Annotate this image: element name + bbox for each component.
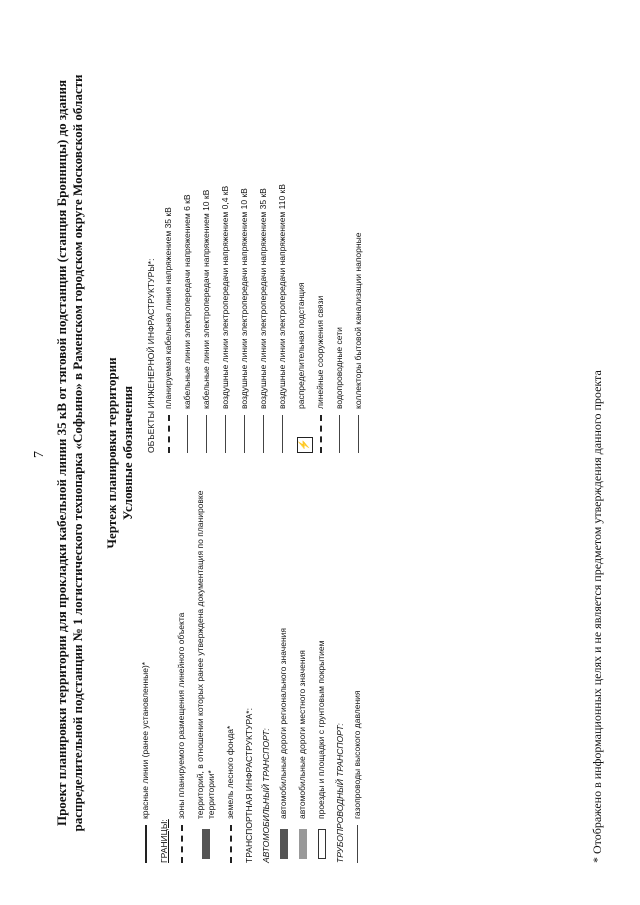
pipeline-heading: ТРУБОПРОВОДНЫЙ ТРАНСПОРТ: xyxy=(335,722,345,863)
legend-red-lines: красные линии (ранее установленные)* xyxy=(140,473,151,863)
title-line-2: распределительной подстанции № 1 логистического технопарка «Софьино» в Раменском городском округе Московской области xyxy=(70,74,85,831)
legend-air-35: воздушные линии электропередачи напряжением 35 кВ xyxy=(258,33,269,453)
air-10-symbol xyxy=(240,415,250,453)
page-number: 7 xyxy=(32,450,47,458)
legend-cable-10: кабельные линии электропередачи напряжением 10 кВ xyxy=(201,33,212,453)
zone-border-symbol xyxy=(177,825,187,863)
gas-pipe-symbol xyxy=(353,825,363,863)
legend-local-roads: автомобильные дороги местного значения xyxy=(297,473,308,863)
legend-left-column xyxy=(140,473,371,863)
cable-10-symbol xyxy=(202,415,212,453)
legend-air-110: воздушные линии электропередачи напряжением 110 кВ xyxy=(277,33,288,453)
legend-regional-roads: автомобильные дороги регионального значения xyxy=(278,473,289,863)
legend-subtitle xyxy=(104,43,136,863)
red-line-symbol xyxy=(141,825,151,863)
planned-cable-symbol xyxy=(164,415,174,453)
legend-forest: земель лесного фонда* xyxy=(225,473,236,863)
title-line-1: Проект планировки территории для прокладки кабельной линии 35 кВ от тяговой подстанции (станция Бронницы) до здания xyxy=(54,79,69,826)
lightning-icon: ⚡ xyxy=(297,437,313,453)
air-110-symbol xyxy=(278,415,288,453)
sewer-symbol xyxy=(354,415,364,453)
auto-transport-heading: АВТОМОБИЛЬНЫЙ ТРАНСПОРТ: xyxy=(261,727,271,863)
rotated-content xyxy=(20,23,620,883)
water-symbol xyxy=(335,415,345,453)
subtitle-line-2: Условные обозначения xyxy=(120,385,135,520)
local-road-symbol xyxy=(298,825,308,863)
subtitle-line-1: Чертеж планировки территории xyxy=(104,356,119,549)
legend-territories: территорий, в отношении которых ранее утверждена документация по планировке территории* xyxy=(195,473,217,863)
legend-passages: проезды и площадки с грунтовым покрытием xyxy=(316,473,327,863)
document-title xyxy=(54,43,86,863)
regional-road-symbol xyxy=(279,825,289,863)
territory-hatch-symbol xyxy=(201,825,211,863)
legend-cable-6: кабельные линии электропередачи напряжением 6 кВ xyxy=(182,33,193,453)
forest-border-symbol xyxy=(226,825,236,863)
legend-comm: линейные сооружения связи xyxy=(315,33,326,453)
substation-symbol xyxy=(297,415,310,453)
legend-air-04: воздушные линии электропередачи напряжением 0,4 кВ xyxy=(220,33,231,453)
borders-heading: ГРАНИЦЫ: xyxy=(159,818,169,863)
legend-substation: ⚡ распределительная подстанция xyxy=(296,33,307,453)
cable-6-symbol xyxy=(183,415,193,453)
air-04-symbol xyxy=(221,415,231,453)
legend-sewer: коллекторы бытовой канализации напорные xyxy=(353,33,364,453)
legend-air-10: воздушные линии электропередачи напряжением 10 кВ xyxy=(239,33,250,453)
legend-gas-high: газопроводы высокого давления xyxy=(352,473,363,863)
legend-zones: зоны планируемого размещения линейного объекта xyxy=(176,473,187,863)
comm-symbol xyxy=(316,415,326,453)
engineering-heading: ОБЪЕКТЫ ИНЖЕНЕРНОЙ ИНФРАСТРУКТУРЫ*: xyxy=(146,258,156,453)
legend-water: водопроводные сети xyxy=(334,33,345,453)
air-35-symbol xyxy=(259,415,269,453)
footnote: * Отображено в информационных целях и не является предметом утверждения данного проекта xyxy=(590,369,604,863)
legend-planned-cable: планируемая кабельная линия напряжением 35 кВ xyxy=(163,33,174,453)
passage-symbol xyxy=(317,825,327,863)
transport-heading: ТРАНСПОРТНАЯ ИНФРАСТРУКТУРА*: xyxy=(244,707,254,863)
legend-right-column xyxy=(140,33,372,453)
